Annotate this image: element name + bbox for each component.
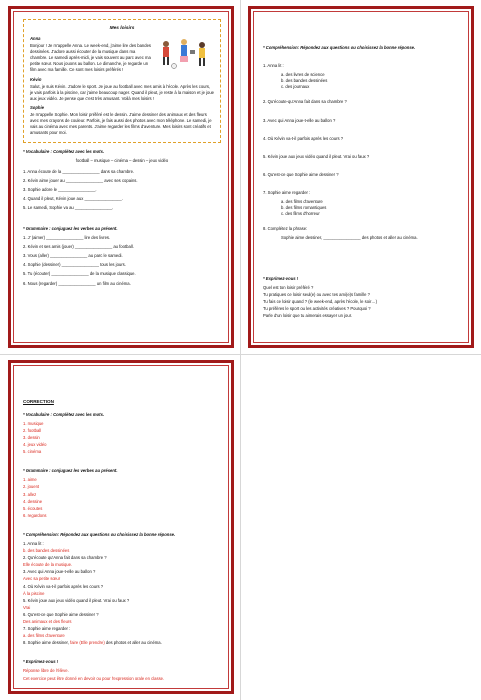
word-bank: football – musique – cinéma – dessin – jeux vidéo xyxy=(75,158,169,164)
page-gap-vertical xyxy=(240,0,241,700)
question-4: 4. Où Kévin va-t-il parfois après les cours ? xyxy=(263,135,344,141)
correction-page xyxy=(8,360,234,694)
option: c. des journaux xyxy=(281,84,310,90)
vocab-answer: 4. jeux vidéo xyxy=(23,442,47,448)
question-5: 5. Kévin joue aux jeux vidéo quand il pleut. Vrai ou faux ? xyxy=(263,153,370,159)
question-3: 3. Avec qui Anna joue-t-elle au ballon ? xyxy=(263,117,336,123)
answer-4: À la piscine xyxy=(23,590,45,596)
story-text-anna: Bonjour ! Je m'appelle Anna. Le week-end, j'aime lire des bandes dessinées. J'adore aussi écouter de la musique dans ma chambre. Le samedi après-midi, je vais souvent au parc avec ma petite sœur. Nous jouons au ballon. Le dimanche, je regarde un film avec ma famille. Ce sont mes loisirs préférés ! xyxy=(30,43,152,73)
story-text-kevin: Salut, je suis Kévin. J'adore le sport. Je joue au football avec mes amis à l'école. Après les cours, je vais parfois à la piscine, car j'aime beaucoup nager. Quand il pleut, je reste à la maison et je joue aux jeux vidéo. Je pense que c'est très amusant. Voilà mes loisirs ! xyxy=(30,83,214,101)
answer-3: Avec sa petite sœur xyxy=(23,576,61,582)
grammar-answer: 5. écoutes xyxy=(23,505,43,511)
question-7: 7. Sophie aime regarder : xyxy=(23,626,71,632)
expression-answer: Réponse libre de l'élève. xyxy=(23,668,69,674)
grammar-answer: 6. regardons xyxy=(23,512,47,518)
expression-answer: Cet exercice peut être donné en devoir ou pour l'expression orale en classe. xyxy=(23,675,165,681)
q8-prefix: 8. Sophie aime dessiner, xyxy=(23,640,71,646)
answer-8: faire (Elle prendre) xyxy=(70,640,105,646)
expression-title: * Exprimez-vous ! xyxy=(263,275,299,281)
vocab-answer: 1. musique xyxy=(23,420,44,426)
comprehension-title: * Compréhension: Répondez aux questions ou choisissez la bonne réponse. xyxy=(263,45,416,50)
grammar-answer: 2. jouent xyxy=(23,484,40,490)
answer-1: b. des bandes dessinées xyxy=(23,548,70,554)
grammar-item: 1. J' (aimer) ________________ lire des livres. xyxy=(23,235,111,241)
question-1: 1. Anna lit : xyxy=(23,540,44,546)
grammar-title: * Grammaire : conjuguez les verbes au présent. xyxy=(23,226,118,232)
story-title: Mes loisirs xyxy=(109,26,135,31)
grammar-item: 3. Vous (aller) ________________ au parc le samedi. xyxy=(23,253,123,259)
answer-6: Des animaux et des fleurs xyxy=(23,619,72,624)
vocab-title: * Vocabulaire : Complétez avec les mots. xyxy=(23,149,105,155)
answer-5: Vrai xyxy=(23,604,31,610)
option: a. des livres de science xyxy=(281,72,325,78)
vocab-item: 2. Kévin aime jouer au ________________ avec ses copains. xyxy=(23,177,138,183)
expression-line: Parle d'un loisir que tu aimerais essayer un jour. xyxy=(263,312,353,318)
grammar-answer: 1. aime xyxy=(23,477,37,483)
question-8 xyxy=(23,640,221,646)
story-name-sophie: Sophie xyxy=(30,104,44,110)
expression-title: * Exprimez-vous ! xyxy=(23,659,59,665)
question-8-sentence: Sophie aime dessiner, ________________ des photos et aller au cinéma. xyxy=(281,235,418,241)
question-4: 4. Où Kévin va-t-il parfois après les cours ? xyxy=(23,583,104,589)
worksheet-page-1 xyxy=(8,6,234,348)
option: a. des films d'aventure xyxy=(281,199,323,205)
question-7: 7. Sophie aime regarder : xyxy=(263,189,311,195)
grammar-title: * Grammaire : conjuguez les verbes au présent. xyxy=(23,468,118,474)
answer-2: Elle écoute de la musique. xyxy=(23,562,73,568)
vocab-item: 5. Le samedi, Sophie va au ________________. xyxy=(23,204,114,210)
grammar-answer: 4. dessine xyxy=(23,498,43,504)
story-name-anna: Anna xyxy=(30,35,41,41)
q8-suffix: des photos et aller au cinéma. xyxy=(104,640,162,646)
worksheet-page-2 xyxy=(248,6,474,348)
option: c. des films d'horreur xyxy=(281,211,320,217)
grammar-answer: 3. allez xyxy=(23,491,37,497)
comprehension-title: * Compréhension: Répondez aux questions ou choisissez la bonne réponse. xyxy=(23,531,176,537)
question-6: 6. Qu'est-ce que Sophie aime dessiner ? xyxy=(263,171,339,177)
story-name-kevin: Kévin xyxy=(30,76,42,82)
option: b. des films romantiques xyxy=(281,205,327,211)
question-6: 6. Qu'est-ce que Sophie aime dessiner ? xyxy=(23,611,99,617)
grammar-item: 6. Nous (regarder) ________________ un film au cinéma. xyxy=(23,280,131,286)
question-1: 1. Anna lit : xyxy=(263,63,284,69)
vocab-answer: 2. football xyxy=(23,427,42,433)
expression-line: Quel est ton loisir préféré ? xyxy=(263,284,314,290)
expression-line: Tu fais ce loisir quand ? (le week-end, après l'école, le soir…) xyxy=(263,298,377,304)
page-gap-horizontal xyxy=(0,354,481,355)
answer-7: a. des films d'aventure xyxy=(23,633,65,639)
grammar-item: 2. Kévin et ses amis (jouer) ________________ au football. xyxy=(23,244,134,250)
story-text-sophie: Je m'appelle Sophie. Mon loisir préféré est le dessin. J'aime dessiner des animaux et des fleurs avec mes crayons de couleur. Parfois, je fais aussi des photos avec mon téléphone. Le samedi, je vais au cinéma avec mes parents. J'aime regarder les films d'aventure. Mes loisirs sont créatifs et amusants pour moi. xyxy=(30,111,212,136)
vocab-item: 3. Sophie adore le ________________. xyxy=(23,186,97,192)
kids-illustration-icon xyxy=(156,36,212,72)
question-8: 8. Complétez la phrase: xyxy=(263,226,308,232)
story-box xyxy=(23,19,221,143)
vocab-item: 4. Quand il pleut, Kévin joue aux ________________. xyxy=(23,195,123,201)
expression-line: Tu préfères le sport ou les activités créatives ? Pourquoi ? xyxy=(263,305,371,311)
question-2: 2. Qu'écoute-qu'Anna fait dans sa chambre ? xyxy=(263,99,347,105)
vocab-item: 1. Anna écoute de la ________________ dans sa chambre. xyxy=(23,168,135,174)
vocab-answer: 3. dessin xyxy=(23,434,40,440)
vocab-answer: 5. cinéma xyxy=(23,449,42,455)
expression-line: Tu pratiques ce loisir seul(e) ou avec tes ami(e)s famille ? xyxy=(263,291,370,297)
vocab-title: * Vocabulaire : Complétez avec les mots. xyxy=(23,411,105,417)
question-5: 5. Kévin joue aux jeux vidéo quand il pleut. Vrai ou faux ? xyxy=(23,597,130,603)
question-2: 2. Qu'écoute qu'Anna fait dans sa chambre ? xyxy=(23,555,107,561)
correction-title: CORRECTION xyxy=(23,399,54,404)
question-3: 3. Avec qui Anna joue-t-elle au ballon ? xyxy=(23,569,96,575)
option: b. des bandes dessinées xyxy=(281,78,328,84)
grammar-item: 4. Sophie (dessiner) ________________ tous les jours. xyxy=(23,262,126,268)
grammar-item: 5. Tu (écouter) ________________ de la musique classique. xyxy=(23,271,136,277)
